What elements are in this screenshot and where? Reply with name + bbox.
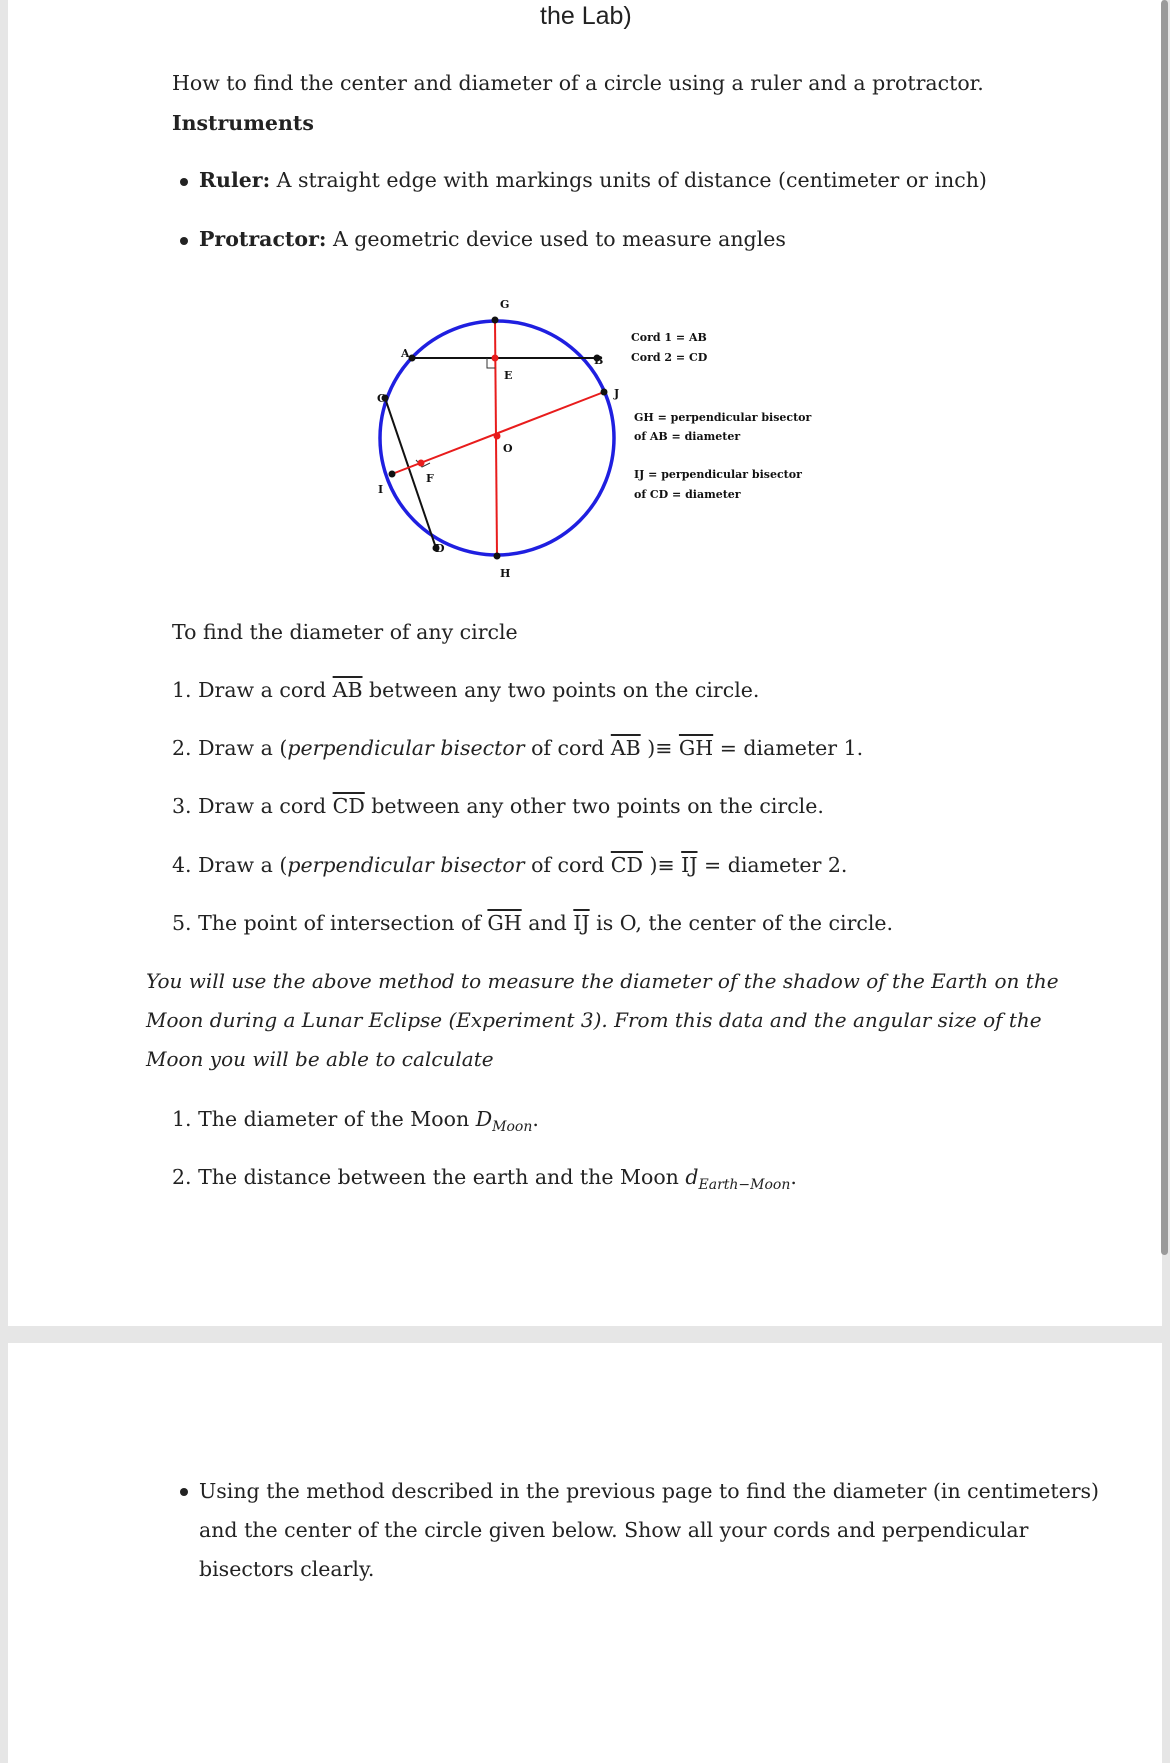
label-g: G (500, 298, 510, 311)
label-a: A (401, 347, 410, 360)
segment-label: $\overline{CD}$ (332, 794, 365, 818)
item-number: 2. (172, 1165, 192, 1189)
step-text: and (528, 911, 567, 935)
legend-line: GH = perpendicular bisector (634, 411, 812, 424)
note-line: Moon during a Lunar Eclipse (Experiment 3). From this data and the angular size of the (146, 1008, 1042, 1032)
point-i (389, 471, 396, 478)
list-item (172, 736, 863, 760)
figure-legend (631, 331, 812, 501)
intro-text: How to find the center and diameter of a circle using a ruler and a protractor. (172, 71, 984, 95)
label-i: I (378, 483, 384, 496)
scrollbar[interactable] (1161, 0, 1168, 1255)
instruction-line: and the center of the circle given below. Show all your cords and perpendicular (199, 1518, 1029, 1542)
list-item (172, 911, 893, 935)
steps-intro: To find the diameter of any circle (172, 620, 518, 644)
segment-label: $\overline{IJ}$ (573, 911, 590, 935)
step-text: of cord (531, 853, 605, 877)
label-f: F (426, 472, 434, 485)
label-o: O (503, 442, 513, 455)
step-text: between any two points on the circle. (369, 678, 760, 702)
segment-label: $\overline{GH}$ (678, 736, 714, 760)
step-number: 4. (172, 853, 192, 877)
list-item (172, 678, 759, 702)
point-f (418, 460, 425, 467)
legend-line: IJ = perpendicular bisector (634, 468, 802, 481)
instrument-desc: A straight edge with markings units of distance (centimeter or inch) (276, 168, 987, 192)
math-variable: D (475, 1107, 493, 1131)
point-j (601, 389, 608, 396)
step-text: )≡ (647, 736, 673, 760)
document-page-1 (8, 0, 1162, 1326)
instruments-heading: Instruments (172, 111, 314, 135)
step-text: between any other two points on the circle. (371, 794, 824, 818)
segment-label: $\overline{IJ}$ (681, 853, 698, 877)
list-item (172, 853, 847, 877)
segment-label: $\overline{AB}$ (610, 736, 641, 760)
item-text: The distance between the earth and the Moon (198, 1165, 679, 1189)
step-text: Draw a ( (198, 736, 288, 760)
label-b: B (594, 354, 604, 367)
label-j: J (614, 387, 620, 400)
step-text: )≡ (649, 853, 675, 877)
step-text: = diameter 1. (719, 736, 864, 760)
legend-line: Cord 2 = CD (631, 351, 708, 364)
instrument-desc: A geometric device used to measure angles (332, 227, 786, 251)
label-c: C (377, 392, 386, 405)
step-number: 3. (172, 794, 192, 818)
item-text: . (532, 1107, 539, 1131)
step-text: of cord (531, 736, 605, 760)
list-item (172, 1165, 797, 1193)
instrument-term: Protractor: (199, 227, 327, 251)
point-o (494, 433, 501, 440)
math-variable: d (685, 1165, 699, 1189)
instruction-text (199, 1472, 1099, 1589)
point-g (492, 317, 499, 324)
segment-label: $\overline{CD}$ (610, 853, 643, 877)
step-text: Draw a cord (198, 794, 327, 818)
step-text: = diameter 2. (704, 853, 848, 877)
legend-line: of AB = diameter (634, 430, 741, 443)
instruction-line: bisectors clearly. (199, 1557, 375, 1581)
bullet-icon (180, 1488, 188, 1496)
midpoint-markers (418, 355, 501, 467)
step-emphasis: perpendicular bisector (287, 736, 525, 760)
step-number: 2. (172, 736, 192, 760)
step-number: 1. (172, 678, 192, 702)
experiment-note (146, 962, 1059, 1079)
label-e: E (504, 369, 513, 382)
item-text: . (790, 1165, 797, 1189)
math-subscript: Moon (492, 1119, 533, 1135)
point-e (492, 355, 499, 362)
math-subscript: Earth−Moon (698, 1177, 791, 1193)
point-a (409, 355, 416, 362)
step-text: The point of intersection of (198, 911, 481, 935)
item-number: 1. (172, 1107, 192, 1131)
step-emphasis: perpendicular bisector (287, 853, 525, 877)
note-line: Moon you will be able to calculate (146, 1047, 494, 1071)
point-h (494, 553, 501, 560)
document-page-2 (8, 1343, 1162, 1763)
list-item (172, 794, 824, 818)
header-fragment: the Lab) (540, 2, 632, 30)
list-item (172, 1107, 539, 1135)
label-h: H (500, 567, 511, 580)
legend-line: of CD = diameter (634, 488, 741, 501)
legend-line: Cord 1 = AB (631, 331, 707, 344)
instrument-term: Ruler: (199, 168, 271, 192)
instruction-line: Using the method described in the previous page to find the diameter (in centimeters) (199, 1479, 1100, 1503)
note-line: You will use the above method to measure the diameter of the shadow of the Earth on the (146, 969, 1059, 993)
step-number: 5. (172, 911, 192, 935)
step-text: Draw a ( (198, 853, 288, 877)
circle-construction-figure (8, 0, 1162, 600)
segment-label: $\overline{AB}$ (332, 678, 363, 702)
item-text: The diameter of the Moon (198, 1107, 470, 1131)
step-text: Draw a cord (198, 678, 327, 702)
segment-label: $\overline{GH}$ (487, 911, 522, 935)
step-text: is O, the center of the circle. (596, 911, 894, 935)
label-d: D (435, 542, 445, 555)
